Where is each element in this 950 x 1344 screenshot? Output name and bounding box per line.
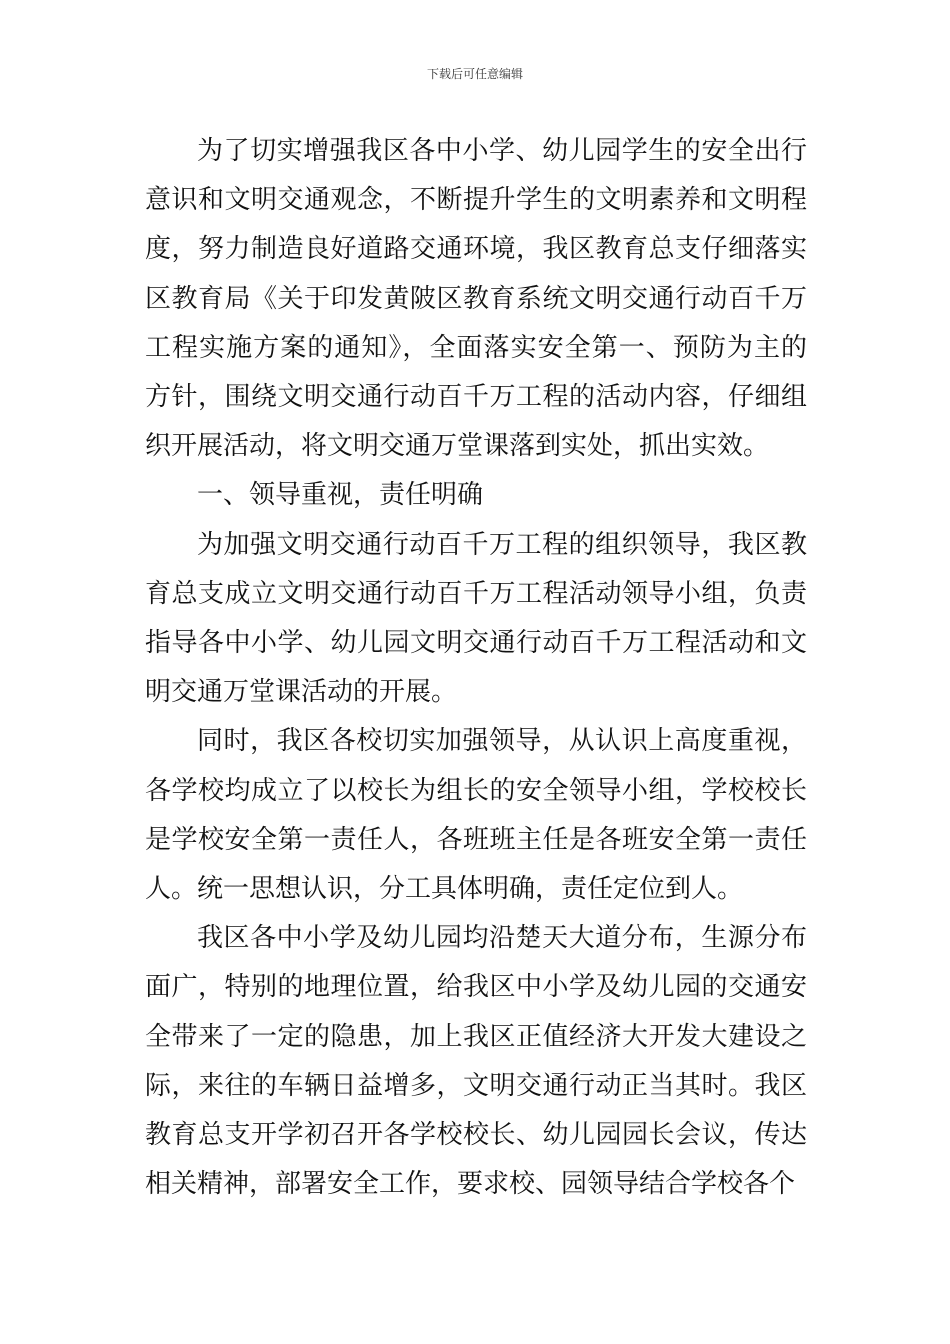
header-note: 下载后可任意编辑 (426, 67, 523, 81)
paragraph-leadership-group: 为加强文明交通行动百千万工程的组织领导，我区教育总支成立文明交通行动百千万工程活动领导小组，负责指导各中小学、幼儿园文明交通行动百千万工程活动和文明交通万堂课活动的开展。 (145, 529, 807, 708)
paragraph-intro: 为了切实增强我区各中小学、幼儿园学生的安全出行意识和文明交通观念，不断提升学生的文明素养和文明程度，努力制造良好道路交通环境，我区教育总支仔细落实区教育局《关于印发黄陂区教育系统文明交通行动百千万工程实施方案的通知》，全面落实安全第一、预防为主的方针，围绕文明交通行动百千万工程的活动内容，仔细组织开展活动，将文明交通万堂课落到实处，抓出实效。 (145, 136, 807, 462)
paragraph-traffic-situation: 我区各中小学及幼儿园均沿楚天大道分布，生源分布面广，特别的地理位置，给我区中小学及幼儿园的交通安全带来了一定的隐患，加上我区正值经济大开发大建设之际，来往的车辆日益增多，文明交通行动正当其时。我区教育总支开学初召开各学校校长、幼儿园园长会议，传达相关精神，部署安全工作，要求校、园领导结合学校各个 (145, 923, 807, 1200)
section-heading-1: 一、领导重视，责任明确 (197, 480, 484, 511)
paragraph-responsibility: 同时，我区各校切实加强领导，从认识上高度重视，各学校均成立了以校长为组长的安全领导小组，学校校长是学校安全第一责任人，各班班主任是各班安全第一责任人。统一思想认识，分工具体明确，责任定位到人。 (145, 726, 807, 905)
document-body (145, 127, 807, 1209)
